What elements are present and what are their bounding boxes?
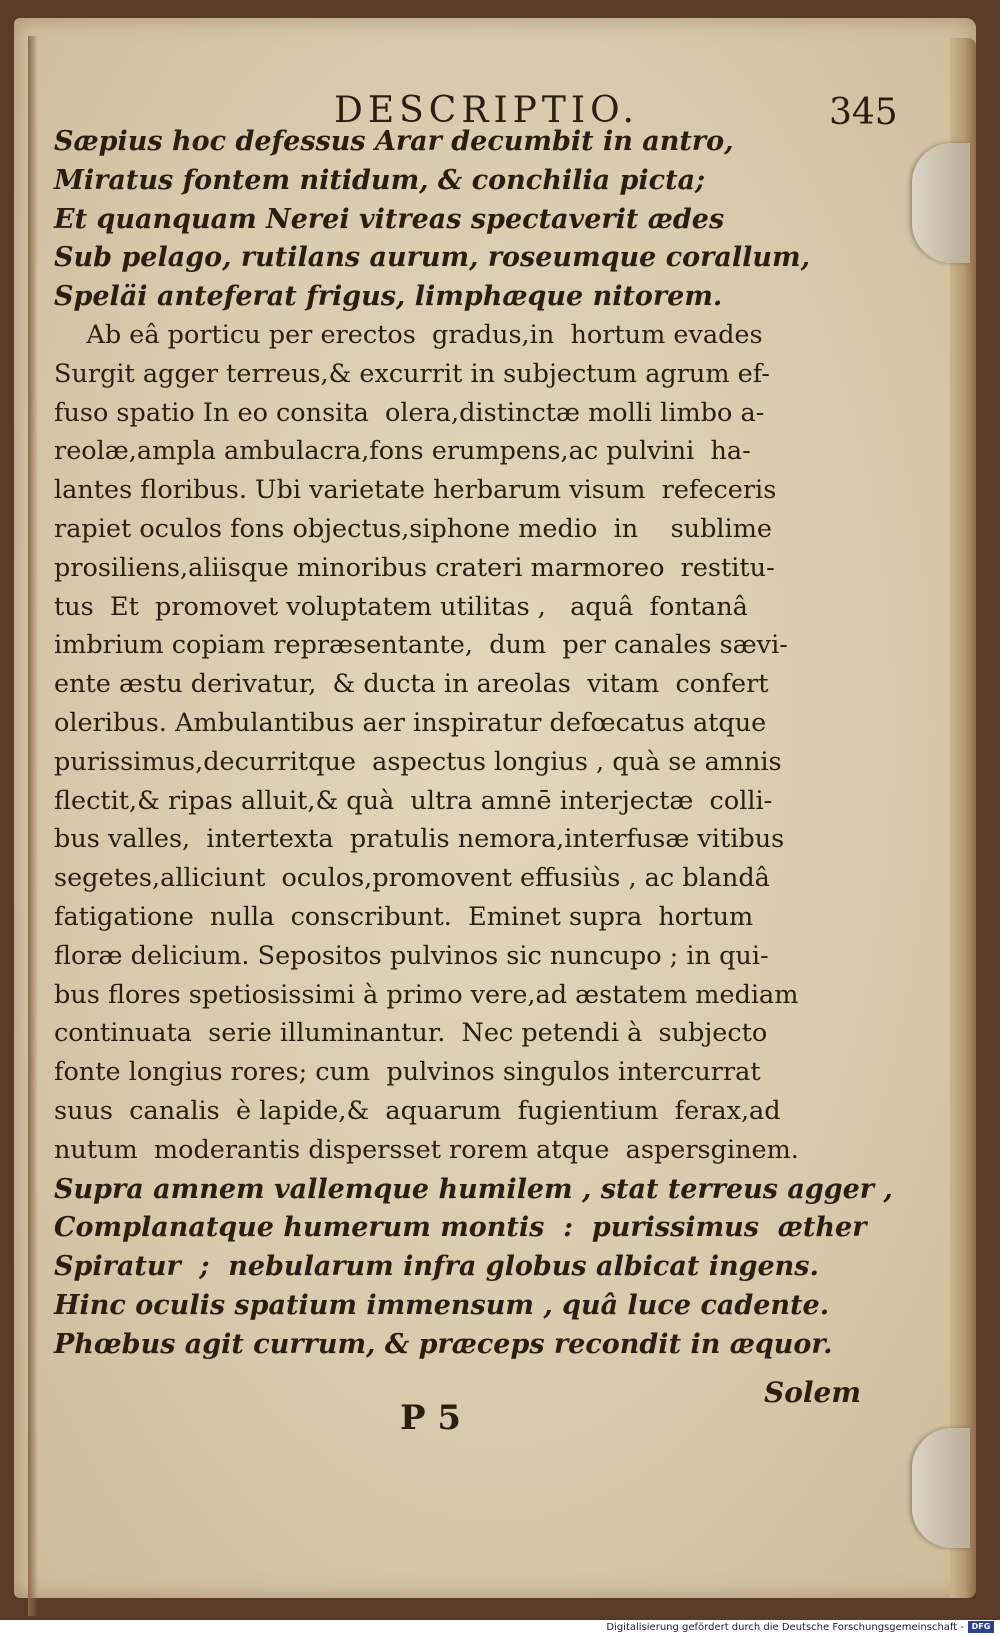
verse-line: Miratus fontem nitidum, & conchilia picta; (54, 164, 706, 196)
catchword: Solem (764, 1376, 861, 1409)
verse-line: Sæpius hoc defessus Arar decumbit in antro, (54, 126, 734, 157)
signature-mark: P 5 (400, 1398, 462, 1438)
verse-line: Spiratur ; nebularum infra globus albicat ingens. (54, 1251, 819, 1283)
prose-line: bus flores spetiosissimi à primo vere,ad æstatem mediam (54, 979, 799, 1010)
prose-line: Ab eâ porticu per erectos gradus,in hortum evades (54, 320, 763, 350)
prose-line: reolæ,ampla ambulacra,fons erumpens,ac pulvini ha- (54, 436, 751, 467)
prose-line: continuata serie illuminantur. Nec petendi à subjecto (54, 1018, 768, 1049)
prose-line: oleribus. Ambulantibus aer inspiratur defœcatus atque (54, 708, 767, 738)
verse-line: Et quanquam Nerei vitreas spectaverit ædes (54, 203, 725, 235)
prose-line: prosiliens,aliisque minoribus crateri marmoreo restitu- (54, 552, 775, 583)
prose-line: fatigatione nulla conscribunt. Eminet supra hortum (54, 902, 754, 932)
prose-line: nutum moderantis dispersset rorem atque aspersginem. (54, 1134, 799, 1165)
prose-line: fuso spatio In eo consita olera,distinctæ molli limbo a- (54, 397, 765, 428)
prose-line: imbrium copiam repræsentante, dum per canales sævi- (54, 630, 788, 661)
verse-line: Supra amnem vallemque humilem , stat terreus agger , (54, 1173, 893, 1205)
verse-line: Sub pelago, rutilans aurum, roseumque corallum, (54, 242, 810, 274)
prose-line: floræ delicium. Sepositos pulvinos sic nuncupo ; in qui- (54, 940, 769, 971)
prose-line: bus valles, intertexta pratulis nemora,interfusæ vitibus (54, 824, 785, 855)
dfg-logo: DFG (968, 1621, 994, 1633)
prose-line: purissimus,decurritque aspectus longius , quà se amnis (54, 746, 782, 777)
prose-line: segetes,alliciunt oculos,promovent effusiùs , ac blandâ (54, 863, 770, 894)
metal-clasp-top (912, 143, 970, 263)
book-page (14, 18, 976, 1598)
verse-line: Complanatque humerum montis : purissimus æther (54, 1212, 867, 1244)
prose-line: flectit,& ripas alluit,& quà ultra amnē interjectæ colli- (54, 785, 773, 816)
verse-line: Speläi anteferat frigus, limphæque nitorem. (54, 281, 723, 313)
page-number: 345 (829, 92, 898, 133)
metal-clasp-bottom (912, 1428, 970, 1548)
prose-line: rapiet oculos fons objectus,siphone medio in sublime (54, 514, 772, 544)
prose-line: Surgit agger terreus,& excurrit in subjectum agrum ef- (54, 358, 770, 389)
prose-line: fonte longius rores; cum pulvinos singulos intercurrat (54, 1057, 761, 1088)
running-title: DESCRIPTIO. (334, 90, 639, 131)
funding-credit: Digitalisierung gefördert durch die Deutsche Forschungsgemeinschaft - (606, 1622, 964, 1633)
verse-line: Hinc oculis spatium immensum , quâ luce cadente. (54, 1290, 830, 1321)
page-gutter-shadow (28, 36, 38, 1616)
digitization-footer (0, 1620, 1000, 1635)
prose-line: tus Et promovet voluptatem utilitas , aquâ fontanâ (54, 591, 748, 622)
verse-line: Phœbus agit currum, & præceps recondit in æquor. (54, 1328, 833, 1360)
page-fore-edge (950, 38, 976, 1598)
prose-line: lantes floribus. Ubi varietate herbarum visum refeceris (54, 475, 777, 506)
prose-line: ente æstu derivatur, & ducta in areolas vitam confert (54, 669, 769, 700)
prose-line: suus canalis è lapide,& aquarum fugientium ferax,ad (54, 1096, 781, 1126)
